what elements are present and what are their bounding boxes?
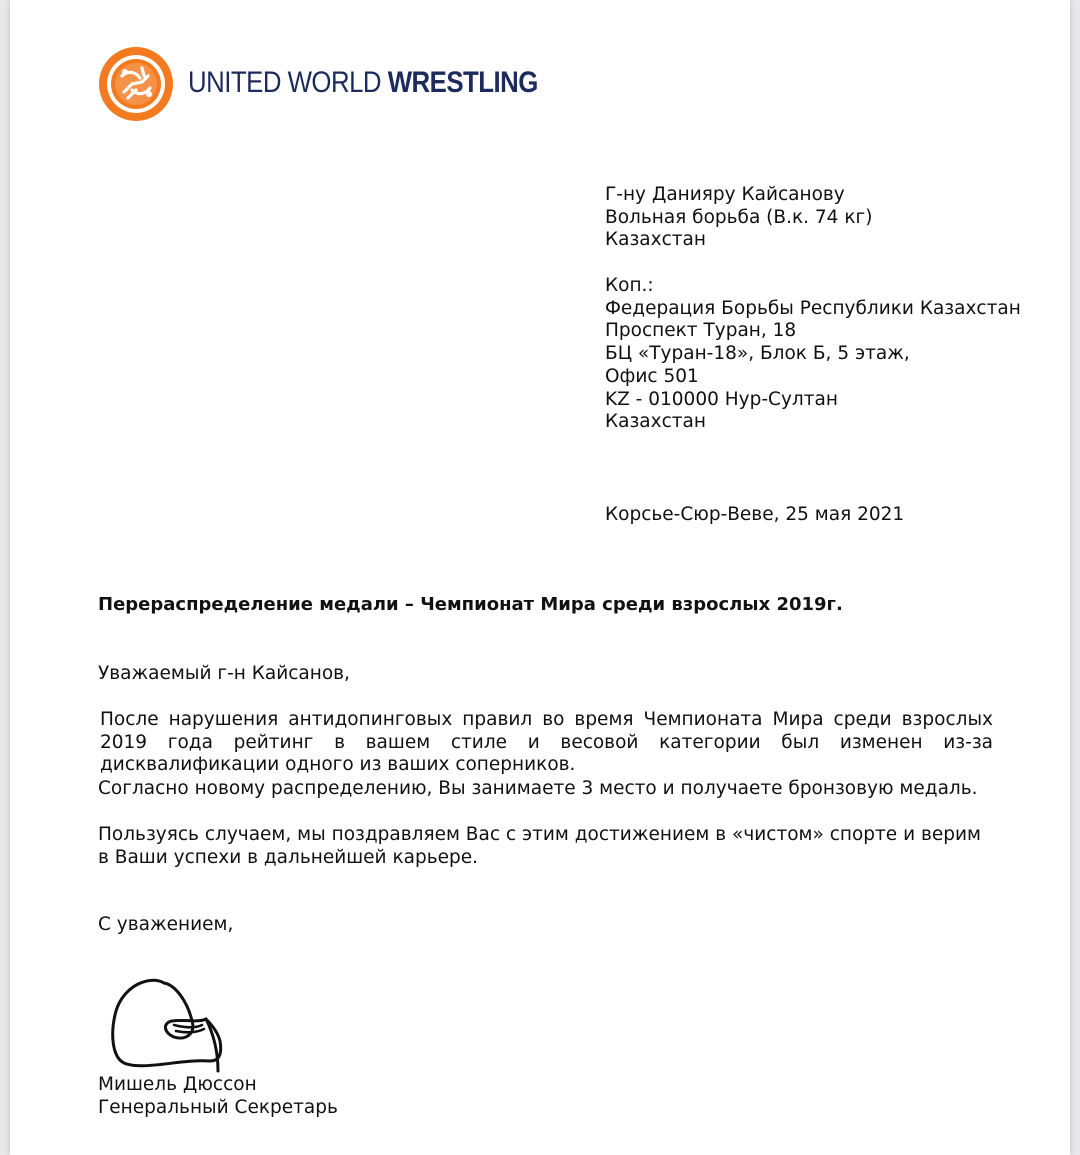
copy-line: Проспект Туран, 18 [605, 320, 797, 342]
letter-page [10, 0, 1070, 1155]
copy-recipient-address [605, 275, 1021, 434]
copy-line: Казахстан [605, 411, 706, 433]
organization-name-bold: WRESTLING [387, 66, 538, 99]
copy-line: БЦ «Туран-18», Блок Б, 5 этаж, [605, 343, 910, 365]
organization-name-light: UNITED WORLD [188, 66, 388, 99]
letter-subject: Перераспределение медали – Чемпионат Мира среди взрослых 2019г. [98, 594, 843, 615]
body-paragraph-1: После нарушения антидопинговых правил во время Чемпионата Мира среди взрослых 2019 года рейтинг в вашем стиле и весовой категории был изменен из-за дисквалификации одного из ваших соперников. [100, 709, 993, 776]
recipient-address [605, 184, 872, 252]
recipient-line: Г-ну Данияру Кайсанову [605, 184, 845, 205]
salutation: Уважаемый г-н Кайсанов, [98, 663, 350, 684]
signer-name: Мишель Дюссон [98, 1074, 257, 1095]
copy-line: Офис 501 [605, 365, 699, 387]
signer-block [98, 1074, 338, 1119]
organization-name [188, 66, 538, 100]
body-paragraph-2: Пользуясь случаем, мы поздравляем Вас с этим достижением в «чистом» спорте и верим в Ваши успехи в дальнейшей карьере. [98, 824, 981, 868]
signer-title: Генеральный Секретарь [98, 1096, 338, 1118]
handwritten-signature-icon [102, 975, 232, 1075]
copy-line: Федерация Борьбы Республики Казахстан [605, 297, 1021, 319]
body-paragraph-1-continued: Согласно новому распределению, Вы занимаете 3 место и получаете бронзовую медаль. [98, 778, 978, 799]
copy-line: KZ - 010000 Нур-Султан [605, 388, 838, 410]
place-and-date: Корсье-Сюр-Веве, 25 мая 2021 [605, 504, 905, 525]
letterhead-logo [98, 46, 558, 126]
copy-label: Коп.: [605, 275, 654, 296]
recipient-line: Вольная борьба (В.к. 74 кг) [605, 206, 873, 228]
closing: С уважением, [98, 914, 234, 935]
united-world-wrestling-emblem-icon [98, 46, 174, 122]
recipient-line: Казахстан [605, 229, 706, 251]
